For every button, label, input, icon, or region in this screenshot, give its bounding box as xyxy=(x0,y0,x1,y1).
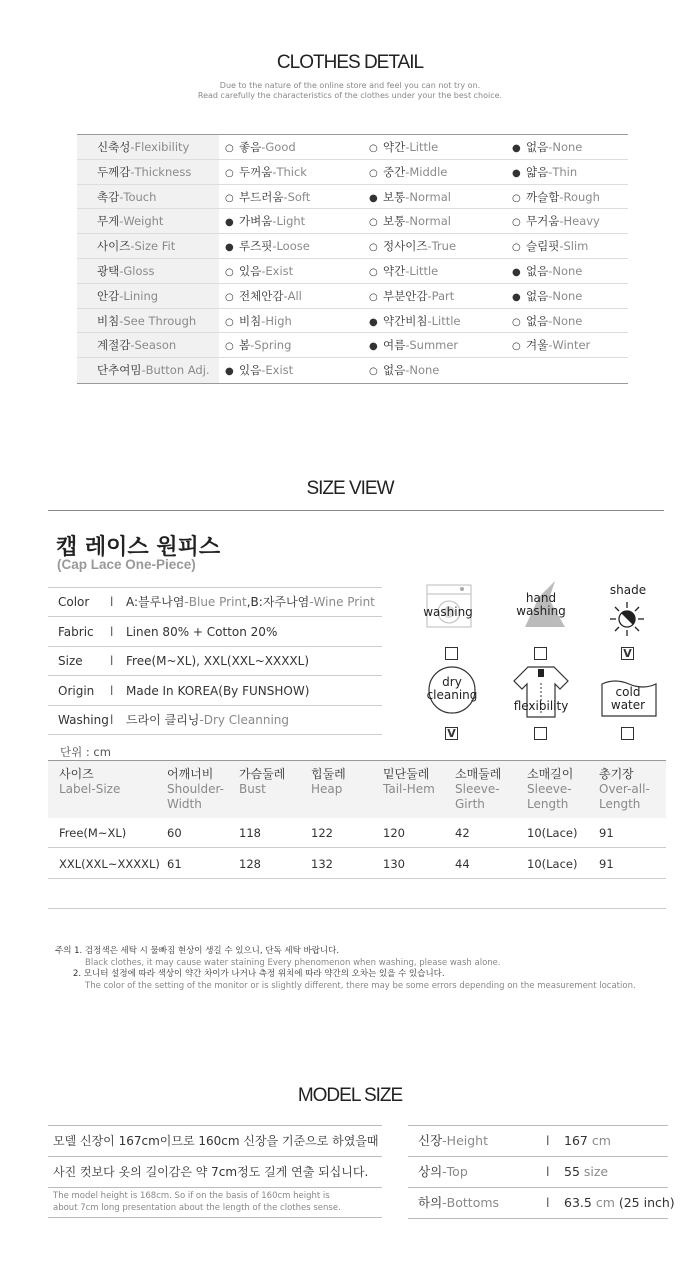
option-en: -All xyxy=(283,288,302,303)
option-ko: 비침 xyxy=(239,313,262,328)
size-table-row xyxy=(48,849,666,879)
dry-cleaning-label-1: dry xyxy=(442,675,462,689)
info-value-ko: 드라이 클리닝 xyxy=(126,713,200,727)
note-en: Black clothes, it may cause water staining Every phenomenon when washing, please wash alone. xyxy=(85,957,501,968)
model-stat-row xyxy=(408,1157,668,1188)
option-ko: 무거움 xyxy=(526,214,560,229)
size-header-en: Tail-Hem xyxy=(383,782,435,796)
option-en: -True xyxy=(427,239,457,254)
cold-water-label-1: cold xyxy=(615,685,641,699)
option-mark-icon: ○ xyxy=(225,341,234,353)
detail-label-en: -See Through xyxy=(119,313,197,328)
hand-washing-label-2: washing xyxy=(516,604,566,618)
detail-row-label xyxy=(77,135,219,159)
detail-label-ko: 촉감 xyxy=(97,189,120,204)
model-stat-number: 55 xyxy=(564,1164,580,1179)
detail-option xyxy=(369,234,456,260)
shade-checkbox: V xyxy=(621,647,634,660)
info-label: Origin xyxy=(58,683,95,698)
info-value-ko: Free(M~XL), XXL(XXL~XXXXL) xyxy=(126,654,310,668)
info-label: Size xyxy=(58,654,83,668)
clothes-detail-table xyxy=(77,134,628,384)
detail-row-label xyxy=(77,160,219,184)
info-row xyxy=(48,588,382,617)
option-mark-icon: ● xyxy=(369,316,378,328)
info-value-ko: Linen 80% + Cotton 20% xyxy=(126,624,278,639)
detail-option xyxy=(225,185,310,211)
option-en: -Slim xyxy=(559,239,589,254)
detail-option xyxy=(369,333,458,359)
model-stat-value xyxy=(564,1126,611,1156)
option-mark-icon: ○ xyxy=(369,167,378,179)
detail-row xyxy=(77,309,628,334)
option-ko: 얇음 xyxy=(526,164,549,179)
clothes-detail-note-2: Read carefully the characteristics of the clothes under your the best choice. xyxy=(197,91,503,100)
option-mark-icon: ○ xyxy=(225,291,234,303)
size-header-en: Label-Size xyxy=(59,782,121,796)
option-en: -Little xyxy=(427,313,461,328)
model-stat-label xyxy=(418,1157,468,1187)
size-header-ko: 총기장 xyxy=(599,767,634,781)
option-en: -Winter xyxy=(548,338,591,353)
detail-label-en: -Touch xyxy=(119,189,157,204)
detail-row xyxy=(77,209,628,234)
size-header-en: Sleeve- xyxy=(455,782,500,796)
model-note-line-1: 모델 신장이 167cm이므로 160cm 신장을 기준으로 하였을때 xyxy=(48,1126,382,1157)
size-header-ko: 어깨너비 xyxy=(167,767,214,781)
detail-option xyxy=(512,209,600,235)
option-en: -Heavy xyxy=(559,214,600,229)
detail-option xyxy=(512,284,582,310)
detail-option xyxy=(225,284,302,310)
detail-row xyxy=(77,259,628,284)
option-mark-icon: ○ xyxy=(225,143,234,154)
option-en: -Thin xyxy=(548,164,578,179)
option-ko: 약간 xyxy=(383,263,406,278)
option-en: -None xyxy=(405,363,440,378)
option-en: -None xyxy=(548,313,583,328)
detail-option xyxy=(225,259,293,285)
info-value xyxy=(126,618,277,646)
detail-option xyxy=(512,185,600,211)
size-table-row xyxy=(48,879,666,909)
option-mark-icon: ○ xyxy=(225,316,234,328)
option-en: -Soft xyxy=(283,189,311,204)
detail-row-label xyxy=(77,309,219,333)
option-ko: 좋음 xyxy=(239,140,262,154)
option-mark-icon: ● xyxy=(512,167,521,179)
info-value xyxy=(126,647,309,675)
detail-option xyxy=(512,333,590,359)
dry-cleaning-label-2: cleaning xyxy=(426,688,478,702)
info-label: Fabric xyxy=(58,624,94,639)
info-value xyxy=(126,677,309,705)
size-cell: XXL(XXL~XXXXL) xyxy=(59,856,160,871)
size-table-header xyxy=(48,760,666,818)
size-view-title: SIZE VIEW xyxy=(306,478,394,499)
detail-label-ko: 광택 xyxy=(97,263,120,278)
detail-label-en: -Gloss xyxy=(119,263,155,278)
detail-label-ko: 두께감 xyxy=(97,164,131,179)
option-mark-icon: ○ xyxy=(369,143,378,154)
info-value-en: -Blue Print xyxy=(184,595,247,609)
info-row xyxy=(48,677,382,706)
size-header-col xyxy=(311,767,346,797)
size-cell: 130 xyxy=(383,856,405,871)
option-en: -Good xyxy=(261,140,296,154)
detail-option xyxy=(225,358,293,384)
detail-row xyxy=(77,284,628,309)
option-en: -Normal xyxy=(405,214,451,229)
info-value xyxy=(126,706,289,734)
info-separator: l xyxy=(110,624,114,639)
option-en: -Spring xyxy=(250,338,292,353)
model-stat-value xyxy=(564,1157,608,1187)
model-size-title: MODEL SIZE xyxy=(297,1085,403,1106)
option-en: -Exist xyxy=(261,363,294,378)
detail-option xyxy=(369,259,438,285)
clothes-detail-note-1: Due to the nature of the online store and feel you can not try on. xyxy=(219,81,481,90)
option-ko: 있음 xyxy=(239,263,262,278)
clothes-detail-title: CLOTHES DETAIL xyxy=(276,52,424,73)
info-value-ko: Made In KOREA(By FUNSHOW) xyxy=(126,683,310,698)
model-stat-label xyxy=(418,1188,499,1218)
option-ko: 봄 xyxy=(239,338,251,353)
option-en: -None xyxy=(548,263,583,278)
option-en: -Little xyxy=(405,140,439,154)
detail-option xyxy=(225,309,292,335)
detail-label-ko: 비침 xyxy=(97,313,120,328)
option-en: -Light xyxy=(272,214,306,229)
model-note-en xyxy=(48,1188,382,1218)
option-mark-icon: ● xyxy=(225,217,234,229)
model-stat-separator: l xyxy=(546,1195,550,1210)
size-cell: 42 xyxy=(455,826,470,840)
option-ko: 없음 xyxy=(383,363,406,378)
size-cell: 60 xyxy=(167,826,182,840)
detail-label-ko: 사이즈 xyxy=(97,239,131,254)
detail-option xyxy=(369,160,447,186)
option-ko: 약간 xyxy=(383,140,406,154)
detail-option xyxy=(512,160,577,186)
model-stat-ko: 상의 xyxy=(418,1164,443,1179)
info-value-en-2: -Wine Print xyxy=(309,595,375,609)
detail-label-en: -Season xyxy=(130,338,177,353)
option-ko: 없음 xyxy=(526,263,549,278)
option-ko: 가벼움 xyxy=(239,214,273,229)
detail-label-en: -Size Fit xyxy=(130,239,176,254)
model-stat-ko: 신장 xyxy=(418,1133,443,1148)
model-stat-row xyxy=(408,1126,668,1157)
info-row xyxy=(48,647,382,676)
option-mark-icon: ○ xyxy=(512,217,521,229)
option-ko: 겨울 xyxy=(526,338,549,353)
size-cell: 120 xyxy=(383,826,405,840)
detail-option xyxy=(512,135,582,161)
unit-label: 단위 : cm xyxy=(60,745,111,759)
size-header-en-2: Width xyxy=(167,797,202,811)
detail-option xyxy=(225,135,296,161)
model-stat-separator: l xyxy=(546,1133,550,1148)
info-row xyxy=(48,618,382,647)
detail-label-ko: 단추여밈 xyxy=(97,363,142,378)
detail-row xyxy=(77,333,628,358)
detail-option xyxy=(225,234,310,260)
info-separator: l xyxy=(110,595,114,609)
option-mark-icon: ○ xyxy=(369,242,378,254)
model-stat-ko: 하의 xyxy=(418,1195,443,1210)
detail-option xyxy=(369,284,454,310)
detail-label-en: -Thickness xyxy=(130,164,192,179)
option-en: -Little xyxy=(405,263,439,278)
size-cell: 91 xyxy=(599,826,614,840)
size-header-ko: 소매길이 xyxy=(527,767,574,781)
size-header-en: Heap xyxy=(311,782,343,796)
model-stat-number: 63.5 xyxy=(564,1195,592,1210)
detail-option xyxy=(369,135,438,161)
option-ko: 보통 xyxy=(383,214,406,229)
size-cell: 10(Lace) xyxy=(527,826,578,840)
detail-row-label xyxy=(77,284,219,308)
option-ko: 없음 xyxy=(526,313,549,328)
option-ko: 있음 xyxy=(239,363,262,378)
size-header-col xyxy=(59,767,120,797)
size-table-row xyxy=(48,818,666,848)
option-ko: 부드러움 xyxy=(239,189,284,204)
model-stat-en: -Bottoms xyxy=(442,1195,500,1210)
info-separator: l xyxy=(110,713,114,727)
size-header-ko: 밑단둘레 xyxy=(383,767,430,781)
model-stat-en: -Top xyxy=(442,1164,468,1179)
size-header-en-2: Length xyxy=(599,797,641,811)
product-name-en: (Cap Lace One-Piece) xyxy=(57,557,196,572)
detail-option xyxy=(225,209,305,235)
option-ko: 중간 xyxy=(383,164,406,179)
model-note-line-2: 사진 컷보다 옷의 길이감은 약 7cm정도 길게 연출 되십니다. xyxy=(48,1157,382,1188)
option-mark-icon: ● xyxy=(225,366,234,378)
option-en: -Normal xyxy=(405,189,451,204)
detail-option xyxy=(225,160,307,186)
option-mark-icon: ● xyxy=(369,341,378,353)
detail-option xyxy=(369,185,451,211)
info-value-en: -Dry Cleanning xyxy=(199,713,290,727)
note-en: The color of the setting of the monitor or is slightly different, there may be some errors depending on the measurement location. xyxy=(85,980,636,991)
detail-option xyxy=(369,358,439,384)
detail-row xyxy=(77,234,628,259)
model-stat-extra: (25 inch) xyxy=(618,1195,675,1210)
detail-row-label xyxy=(77,358,219,383)
washing-label: washing xyxy=(423,605,473,619)
model-stat-unit: cm xyxy=(587,1133,611,1148)
model-stat-label xyxy=(418,1126,488,1156)
option-mark-icon: ○ xyxy=(369,291,378,303)
detail-row xyxy=(77,358,628,383)
option-mark-icon: ● xyxy=(512,143,521,154)
divider xyxy=(48,510,664,511)
option-en: -Rough xyxy=(559,189,600,204)
detail-label-ko: 계절감 xyxy=(97,338,131,353)
detail-row-label xyxy=(77,209,219,233)
detail-label-en: -Flexibility xyxy=(130,140,190,154)
option-mark-icon: ○ xyxy=(512,192,521,204)
size-cell: 132 xyxy=(311,856,333,871)
size-header-col xyxy=(239,767,285,797)
detail-row xyxy=(77,135,628,160)
option-ko: 까슬함 xyxy=(526,189,560,204)
size-header-col xyxy=(455,767,501,812)
size-header-ko: 소매둘레 xyxy=(455,767,502,781)
size-cell: 122 xyxy=(311,826,333,840)
detail-option xyxy=(225,333,291,359)
detail-row xyxy=(77,160,628,185)
size-cell: 118 xyxy=(239,826,261,840)
option-mark-icon: ○ xyxy=(225,167,234,179)
size-header-en: Bust xyxy=(239,782,266,796)
option-mark-icon: ○ xyxy=(225,192,234,204)
detail-label-en: -Lining xyxy=(119,288,159,303)
info-row xyxy=(48,706,382,735)
size-header-ko: 힙둘레 xyxy=(311,767,346,781)
size-header-en-2: Girth xyxy=(455,797,485,811)
size-cell: 10(Lace) xyxy=(527,856,578,871)
option-ko: 정사이즈 xyxy=(383,239,428,254)
option-en: -Middle xyxy=(405,164,448,179)
dry-cleaning-checkbox: V xyxy=(445,727,458,740)
info-label: Color xyxy=(58,595,90,609)
cold-water-checkbox xyxy=(621,727,634,740)
model-stat-value xyxy=(564,1188,675,1218)
info-value-ko: A:블루나염 xyxy=(126,595,185,609)
option-mark-icon: ● xyxy=(369,192,378,204)
detail-option xyxy=(512,259,582,285)
option-en: -Loose xyxy=(272,239,310,254)
detail-label-ko: 무게 xyxy=(97,214,120,229)
option-mark-icon: ○ xyxy=(512,242,521,254)
model-stat-unit: cm xyxy=(591,1195,619,1210)
model-stat-en: -Height xyxy=(442,1133,488,1148)
hand-washing-checkbox xyxy=(534,647,547,660)
detail-option xyxy=(512,309,582,335)
info-separator: l xyxy=(110,683,114,698)
size-header-col xyxy=(599,767,650,812)
note-ko: 2. 모니터 설정에 따라 색상이 약간 차이가 나거나 측정 위치에 따라 약간의 오차는 있을 수 있습니다. xyxy=(73,969,445,979)
option-ko: 두꺼움 xyxy=(239,164,273,179)
size-header-col xyxy=(527,767,573,812)
option-en: -Exist xyxy=(261,263,294,278)
option-mark-icon: ○ xyxy=(225,266,234,278)
detail-row-label xyxy=(77,234,219,258)
option-ko: 없음 xyxy=(526,288,549,303)
size-header-en: Over-all- xyxy=(599,782,650,796)
option-ko: 루즈핏 xyxy=(239,239,273,254)
option-en: -None xyxy=(548,288,583,303)
option-mark-icon: ○ xyxy=(369,266,378,278)
size-header-col xyxy=(383,767,435,797)
cold-water-label xyxy=(598,686,658,712)
option-mark-icon: ● xyxy=(225,242,234,254)
option-ko: 슬림핏 xyxy=(526,239,560,254)
option-mark-icon: ○ xyxy=(369,217,378,229)
info-value xyxy=(126,588,375,616)
option-en: -Summer xyxy=(405,338,459,353)
model-stat-unit: size xyxy=(579,1164,609,1179)
size-header-ko: 사이즈 xyxy=(59,767,94,781)
size-cell: Free(M~XL) xyxy=(59,826,127,840)
option-ko: 여름 xyxy=(383,338,406,353)
option-en: -High xyxy=(261,313,292,328)
size-header-ko: 가슴둘레 xyxy=(239,767,286,781)
detail-row-label xyxy=(77,333,219,357)
option-en: -Thick xyxy=(272,164,307,179)
detail-row xyxy=(77,185,628,210)
model-stat-row xyxy=(408,1188,675,1219)
option-mark-icon: ○ xyxy=(369,366,378,378)
hand-washing-label xyxy=(506,592,576,618)
product-name: 캡 레이스 원피스 xyxy=(56,535,221,560)
sun-shade-icon xyxy=(607,600,647,638)
option-ko: 없음 xyxy=(526,140,549,154)
size-cell: 61 xyxy=(167,856,182,871)
size-header-en-2: Length xyxy=(527,797,569,811)
detail-label-ko: 신축성 xyxy=(97,140,131,154)
option-mark-icon: ○ xyxy=(512,341,521,353)
detail-label-en: -Button Adj. xyxy=(141,363,210,378)
detail-label-ko: 안감 xyxy=(97,288,120,303)
dry-cleaning-label xyxy=(418,676,486,702)
option-ko: 부분안감 xyxy=(383,288,428,303)
size-notes xyxy=(55,946,636,992)
cold-water-label-2: water xyxy=(610,698,646,712)
option-mark-icon: ○ xyxy=(512,316,521,328)
info-value-ko-2: ,B:자주나염 xyxy=(246,595,310,609)
size-cell: 128 xyxy=(239,856,261,871)
info-label: Washing xyxy=(58,713,109,727)
detail-option xyxy=(369,309,460,335)
shade-label: shade xyxy=(609,583,647,597)
option-mark-icon: ● xyxy=(512,266,521,278)
detail-option xyxy=(512,234,588,260)
option-en: -Part xyxy=(427,288,455,303)
flexibility-label: flexibility xyxy=(513,699,569,713)
washing-checkbox xyxy=(445,647,458,660)
option-en: -None xyxy=(548,140,583,154)
info-separator: l xyxy=(110,654,114,668)
size-cell: 44 xyxy=(455,856,470,871)
size-cell: 91 xyxy=(599,856,614,871)
detail-label-en: -Weight xyxy=(119,214,164,229)
size-header-en: Shoulder- xyxy=(167,782,224,796)
option-ko: 약간비침 xyxy=(383,313,428,328)
flexibility-checkbox xyxy=(534,727,547,740)
note-ko: 주의 1. 검정색은 세탁 시 물빠짐 현상이 생길 수 있으니, 단독 세탁 바랍니다. xyxy=(55,946,340,956)
option-ko: 전체안감 xyxy=(239,288,284,303)
option-mark-icon: ● xyxy=(512,291,521,303)
model-stat-number: 167 xyxy=(564,1133,588,1148)
detail-row-label xyxy=(77,259,219,283)
model-note-en-2: about 7cm long presentation about the length of the clothes sense. xyxy=(53,1203,341,1213)
size-header-en: Sleeve- xyxy=(527,782,572,796)
detail-option xyxy=(369,209,451,235)
option-ko: 보통 xyxy=(383,189,406,204)
size-header-col xyxy=(167,767,224,812)
model-stat-separator: l xyxy=(546,1164,550,1179)
hand-washing-label-1: hand xyxy=(525,591,557,605)
detail-row-label xyxy=(77,185,219,209)
model-note-en-1: The model height is 168cm. So if on the basis of 160cm height is xyxy=(53,1191,330,1201)
